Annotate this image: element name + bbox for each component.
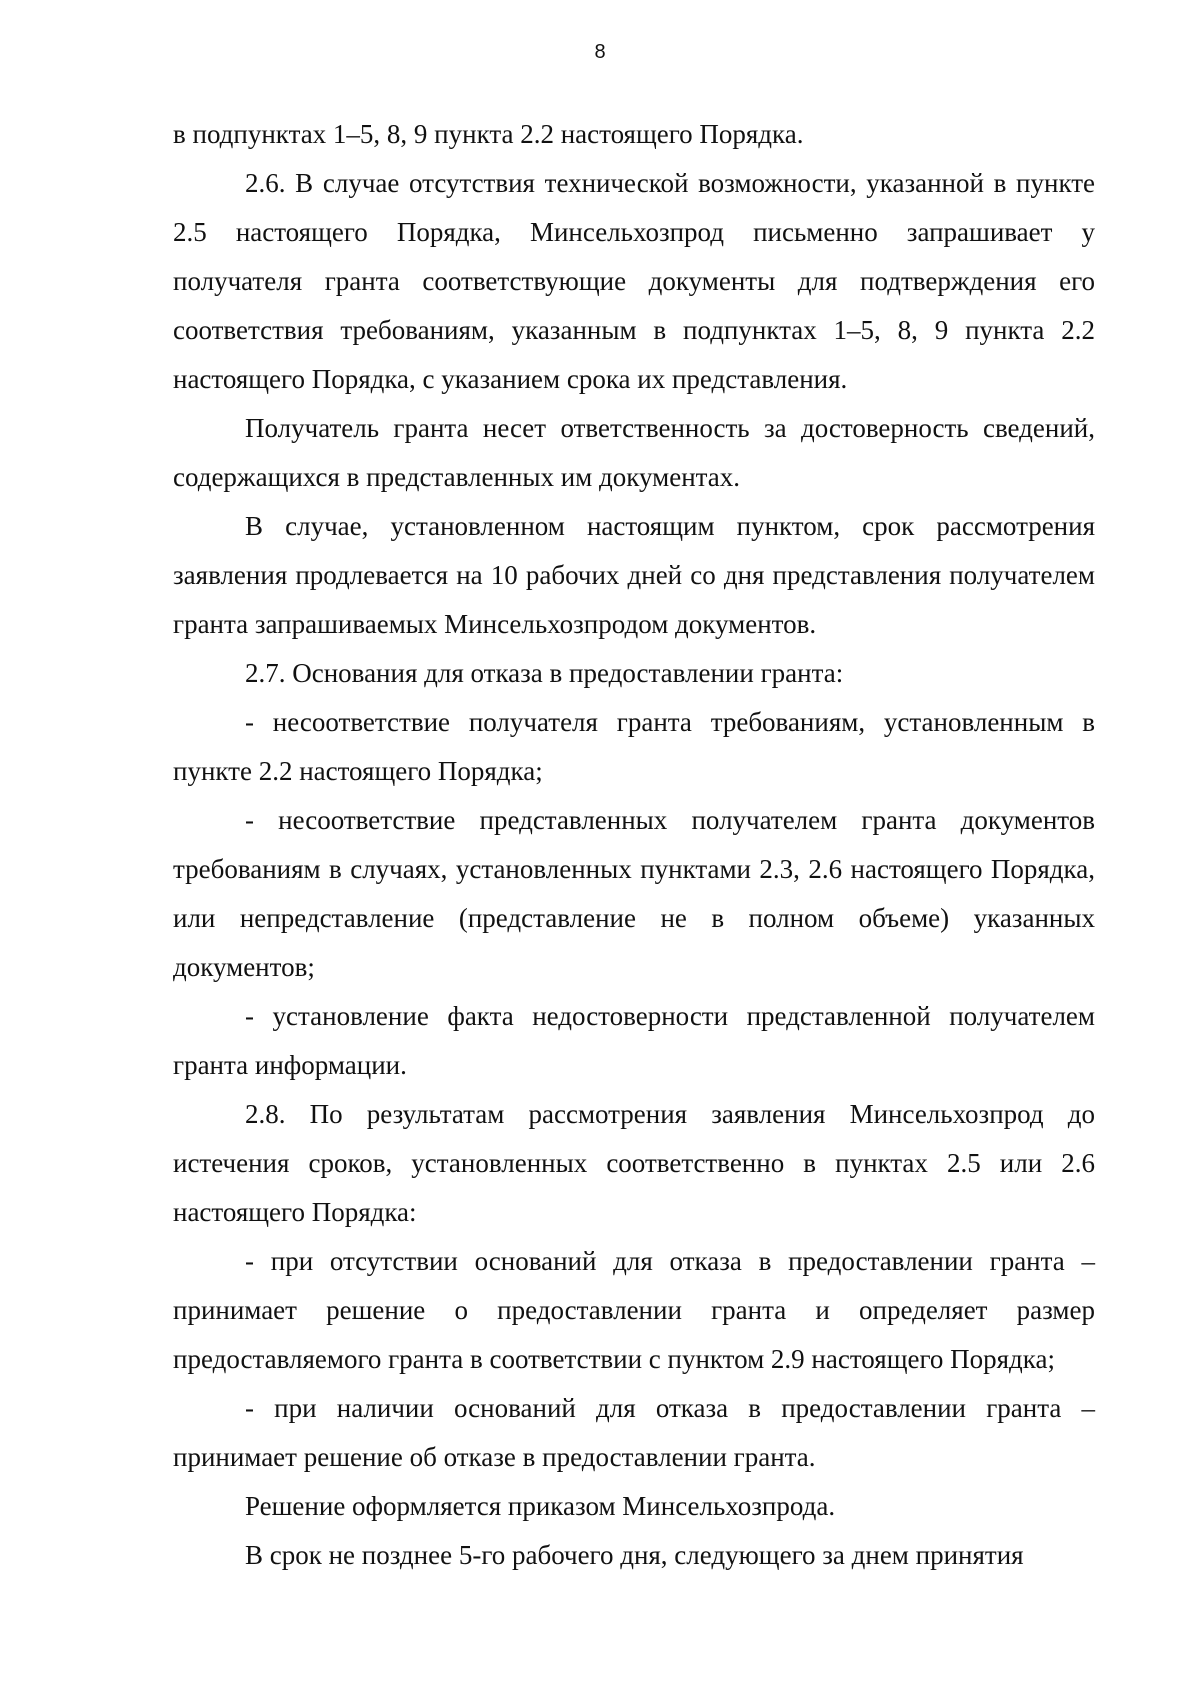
list-item-refusal-1: - несоответствие получателя гранта требованиям, установленным в пункте 2.2 настоящего Порядка; — [173, 707, 1095, 786]
paragraph-2-6: 2.6. В случае отсутствия технической возможности, указанной в пункте 2.5 настоящего Порядка, Минсельхозпрод письменно запрашивает у получателя гранта соответствующие документы для подтверждения его соответствия требованиям, указанным в подпунктах 1–5, 8, 9 пункта 2.2 настоящего Порядка, с указанием срока их представления. — [173, 168, 1095, 394]
list-item-decision-grant: - при отсутствии оснований для отказа в предоставлении гранта – принимает решение о предоставлении гранта и определяет размер предоставляемого гранта в соответствии с пунктом 2.9 настоящего Порядка; — [173, 1246, 1095, 1374]
list-item-decision-refusal: - при наличии оснований для отказа в предоставлении гранта – принимает решение об отказе в предоставлении гранта. — [173, 1393, 1095, 1472]
paragraph-2-7: 2.7. Основания для отказа в предоставлении гранта: — [245, 658, 844, 688]
paragraph-term-extension: В случае, установленном настоящим пунктом, срок рассмотрения заявления продлевается на 10 рабочих дней со дня представления получателем гранта запрашиваемых Минсельхозпродом документов. — [173, 511, 1095, 639]
paragraph-order: Решение оформляется приказом Минсельхозпрода. — [245, 1491, 836, 1521]
paragraph-1: в подпунктах 1–5, 8, 9 пункта 2.2 настоящего Порядка. — [173, 119, 804, 149]
document-body — [173, 110, 1095, 1580]
page-number: 8 — [594, 41, 606, 63]
list-item-refusal-3: - установление факта недостоверности представленной получателем гранта информации. — [173, 1001, 1095, 1080]
paragraph-deadline: В срок не позднее 5-го рабочего дня, следующего за днем принятия — [245, 1540, 1024, 1570]
list-item-refusal-2: - несоответствие представленных получателем гранта документов требованиям в случаях, установленных пунктами 2.3, 2.6 настоящего Порядка, или непредставление (представление не в полном объеме) указанных документов; — [173, 805, 1095, 982]
paragraph-responsibility: Получатель гранта несет ответственность за достоверность сведений, содержащихся в представленных им документах. — [173, 413, 1095, 492]
paragraph-2-8: 2.8. По результатам рассмотрения заявления Минсельхозпрод до истечения сроков, установленных соответственно в пунктах 2.5 или 2.6 настоящего Порядка: — [173, 1099, 1095, 1227]
